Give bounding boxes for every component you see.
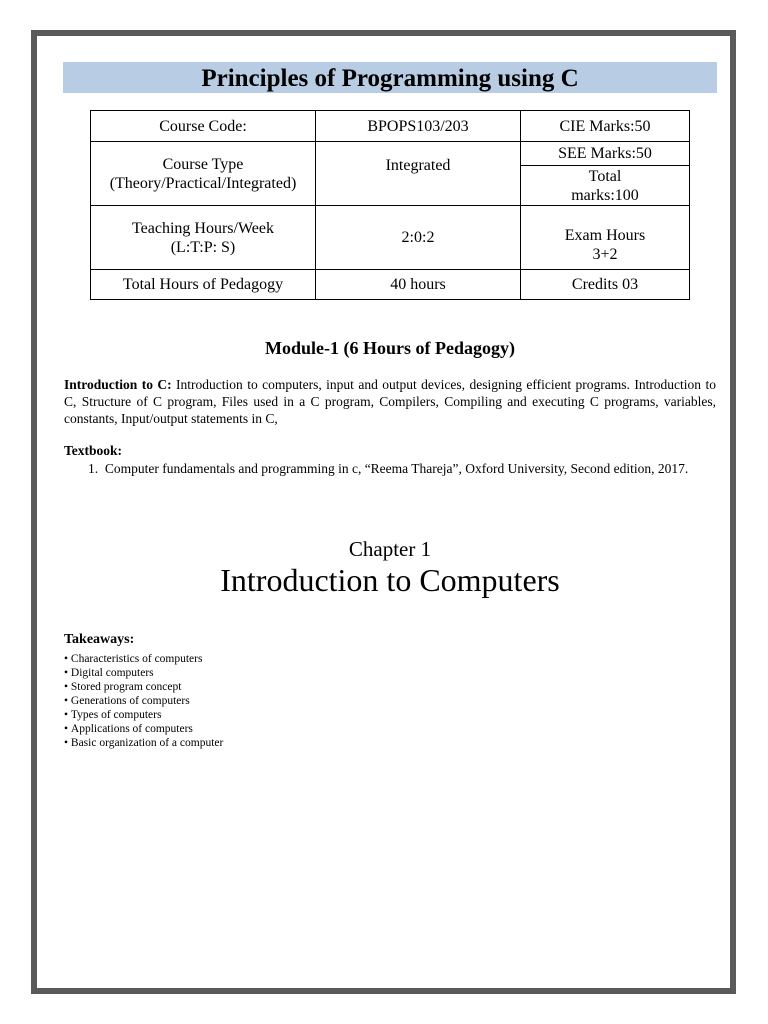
textbook-entry: 1. Computer fundamentals and programming in c, “Reema Thareja”, Oxford University, Second edition, 2017.	[88, 461, 689, 476]
table-row	[91, 142, 690, 166]
table-row	[91, 111, 690, 142]
list-item: • Types of computers	[64, 708, 223, 722]
teaching-hours-label-line1: Teaching Hours/Week	[132, 219, 274, 237]
table-row	[91, 206, 690, 270]
course-type-label-line1: Course Type	[162, 155, 244, 173]
pedagogy-value: 40 hours	[316, 270, 521, 300]
exam-hours-line1: Exam Hours	[564, 227, 646, 244]
document-title: Principles of Programming using C	[63, 62, 717, 93]
pedagogy-label: Total Hours of Pedagogy	[91, 270, 316, 300]
course-type-value: Integrated	[316, 142, 521, 206]
chapter-title: Introduction to Computers	[220, 562, 560, 598]
teaching-hours-label	[91, 206, 316, 270]
exam-hours-line2: 3+2	[592, 246, 618, 263]
list-item: • Characteristics of computers	[64, 652, 223, 666]
intro-text: Introduction to computers, input and output devices, designing efficient programs. Introduction to C, Structure of C program, Files used in a C program, Compilers, Compiling and executing C programs, variables, constants, Input/output statements in C,	[64, 377, 716, 426]
course-info-table	[90, 110, 690, 300]
course-code-value: BPOPS103/203	[316, 111, 521, 142]
list-item: • Basic organization of a computer	[64, 736, 223, 750]
credits: Credits 03	[521, 270, 690, 300]
total-marks-line1: Total	[588, 167, 622, 185]
takeaways-label: Takeaways:	[64, 632, 135, 647]
course-type-label-line2: (Theory/Practical/Integrated)	[109, 174, 297, 192]
list-item: • Applications of computers	[64, 722, 223, 736]
chapter-label: Chapter 1	[348, 537, 432, 561]
takeaways-list	[64, 652, 223, 750]
intro-paragraph	[64, 376, 716, 427]
module-heading: Module-1 (6 Hours of Pedagogy)	[265, 338, 515, 358]
teaching-hours-label-line2: (L:T:P: S)	[170, 238, 236, 256]
textbook-label: Textbook:	[64, 443, 123, 458]
course-code-label: Course Code:	[91, 111, 316, 142]
intro-label: Introduction to C:	[64, 377, 172, 392]
total-marks	[521, 166, 690, 206]
course-type-label	[91, 142, 316, 206]
list-item: • Digital computers	[64, 666, 223, 680]
see-marks: SEE Marks:50	[521, 142, 690, 166]
total-marks-line2: marks:100	[571, 186, 639, 204]
cie-marks: CIE Marks:50	[521, 111, 690, 142]
list-item: • Generations of computers	[64, 694, 223, 708]
teaching-hours-value: 2:0:2	[316, 206, 521, 270]
table-row	[91, 270, 690, 300]
exam-hours	[521, 206, 690, 270]
list-item: • Stored program concept	[64, 680, 223, 694]
